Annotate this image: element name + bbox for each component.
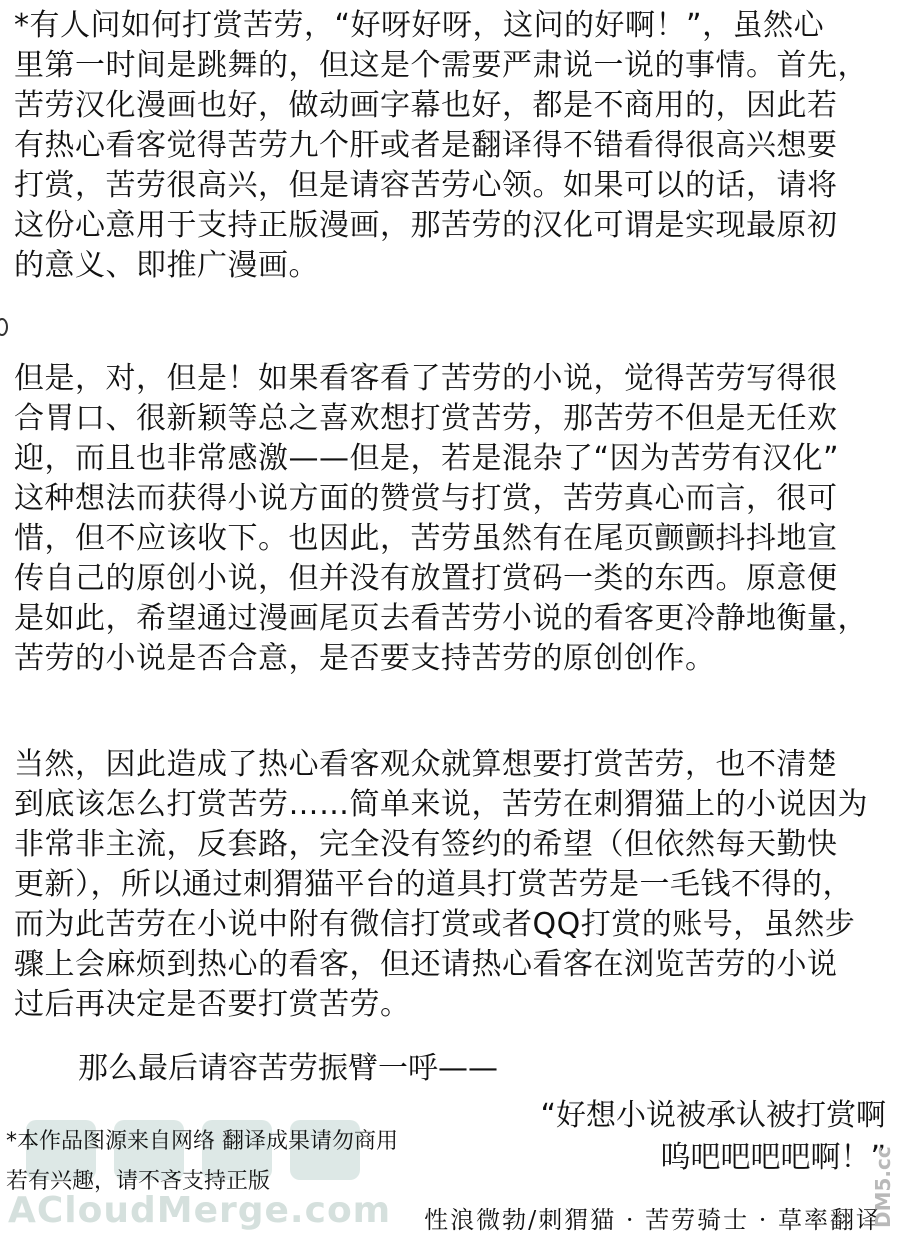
text-line: 苦劳的小说是否合意，是否要支持苦劳的原创创作。 [14,641,716,676]
credits-line: 性浪微勃/刺猬猫 · 苦劳骑士 · 草率翻译 [424,1206,882,1234]
closing-line: 那么最后请容苦劳振臂一呼—— [78,1051,498,1086]
text-line: 的意义、即推广漫画。 [14,248,319,283]
text-line: 有热心看客觉得苦劳九个肝或者是翻译得不错看得很高兴想要 [14,128,838,163]
text-line: 苦劳汉化漫画也好，做动画字幕也好，都是不商用的，因此若 [14,88,838,123]
paragraph-3 [14,745,894,1025]
margin-mark [0,318,8,336]
text-line: 而为此苦劳在小说中附有微信打赏或者QQ打赏的账号，虽然步 [14,907,856,942]
side-watermark [868,1110,898,1230]
site-watermark: ACloudMerge.com [8,1190,392,1231]
text-line: 合胃口、很新颖等总之喜欢想打赏苦劳，那苦劳不但是无任欢 [14,401,838,436]
text-line: 打赏，苦劳很高兴，但是请容苦劳心领。如果可以的话，请将 [14,168,838,203]
text-line: 当然，因此造成了热心看客观众就算想要打赏苦劳，也不清楚 [14,747,838,782]
shout-line: 呜吧吧吧吧啊！” [660,1140,886,1175]
text-line: *有人问如何打赏苦劳，“好呀好呀，这问的好啊！”，虽然心 [14,8,825,43]
text-line: 传自己的原创小说，但并没有放置打赏码一类的东西。原意便 [14,561,838,596]
text-line: 迎，而且也非常感激——但是，若是混杂了“因为苦劳有汉化” [14,441,840,476]
text-line: 里第一时间是跳舞的，但这是个需要严肃说一说的事情。首先， [14,48,868,83]
text-line: 但是，对，但是！如果看客看了苦劳的小说，觉得苦劳写得很 [14,361,838,396]
text-line: 过后再决定是否要打赏苦劳。 [14,987,411,1022]
text-line: 这份心意用于支持正版漫画，那苦劳的汉化可谓是实现最原初 [14,208,838,243]
text-line: 是如此，希望通过漫画尾页去看苦劳小说的看客更冷静地衡量， [14,601,868,636]
side-watermark-text: DM5.cc [871,1146,895,1228]
shout-quote [540,1095,886,1179]
text-line: 到底该怎么打赏苦劳……简单来说，苦劳在刺猬猫上的小说因为 [14,787,868,822]
text-line: 这种想法而获得小说方面的赞赏与打赏，苦劳真心而言，很可 [14,481,838,516]
notice-line: 若有兴趣，请不吝支持正版 [6,1169,271,1194]
paragraph-2 [14,359,894,679]
paragraph-1 [14,6,894,286]
shout-line: “好想小说被承认被打赏啊 [540,1098,886,1133]
text-line: 非常非主流，反套路，完全没有签约的希望（但依然每天勤快 [14,827,838,862]
text-line: 骤上会麻烦到热心的看客，但还请热心看客在浏览苦劳的小说 [14,947,838,982]
text-line: 惜，但不应该收下。也因此，苦劳虽然有在尾页颤颤抖抖地宣 [14,521,838,556]
text-line: 更新），所以通过刺猬猫平台的道具打赏苦劳是一毛钱不得的， [14,867,853,902]
notice-line: *本作品图源来自网络 翻译成果请勿商用 [6,1129,398,1154]
